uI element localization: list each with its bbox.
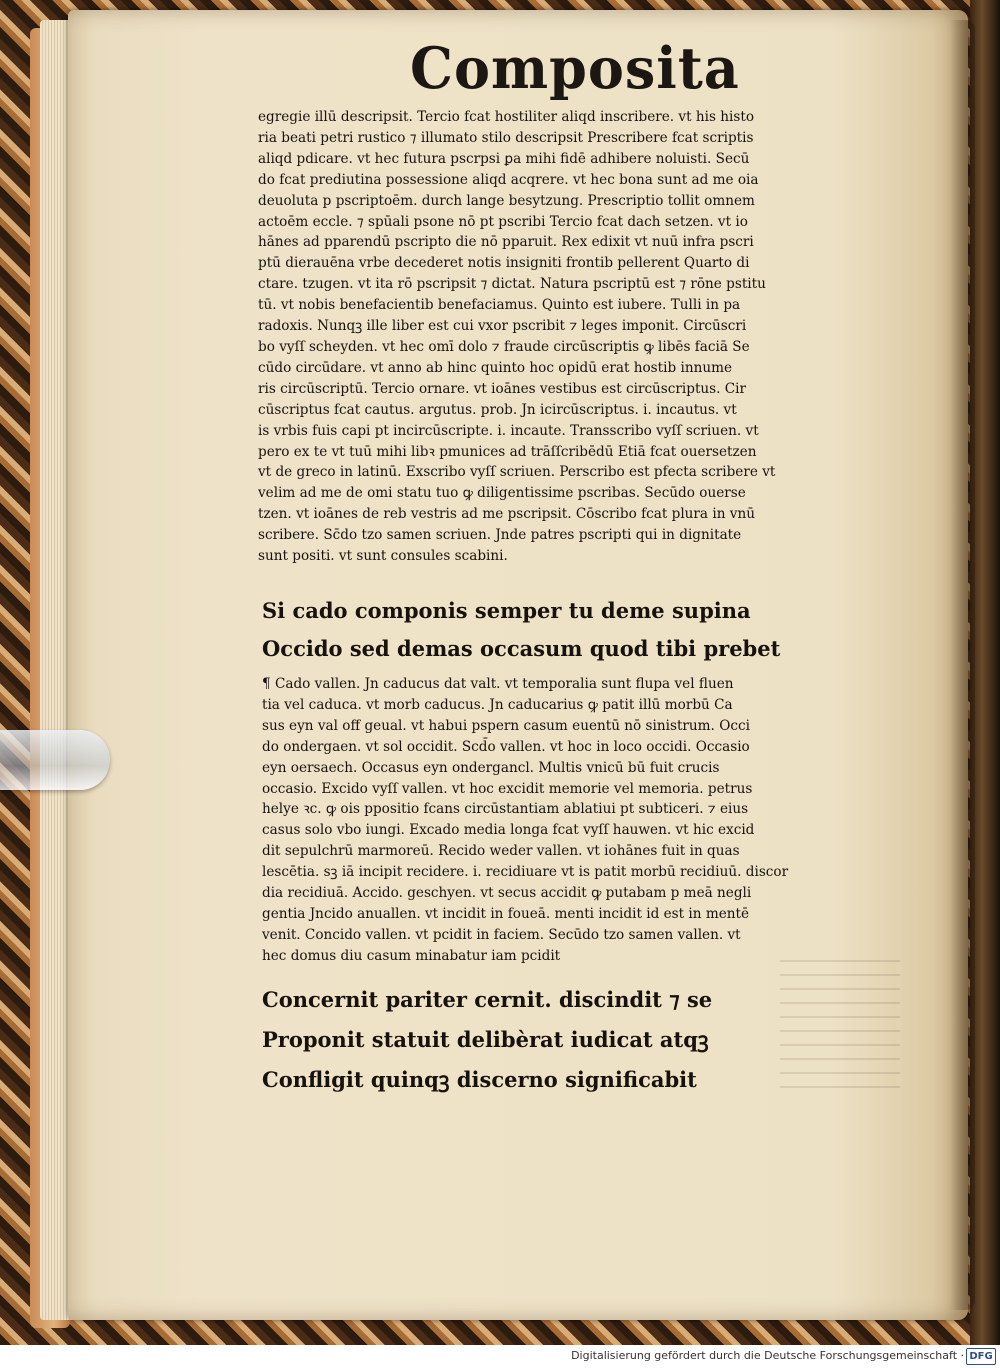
dfg-logo: DFG	[966, 1348, 996, 1365]
paragraph-1	[258, 107, 863, 567]
text-line: deuoluta p pscriptoēm. durch lange besytzung. Prescriptio tollit omnem	[258, 192, 755, 209]
verse-line: Confligit quinqꝫ discerno significabit	[262, 1067, 697, 1092]
text-line: casus solo vbo iungi. Excado media longa fcat vyſſ hauwen. vt hic excid	[262, 822, 755, 839]
text-line: occasio. Excido vyſſ vallen. vt hoc excidit memorie vel memoria. petrus	[262, 780, 753, 797]
text-line: ctare. tzugen. vt ita rō pscripsit ⁊ dictat. Natura pscriptū est ⁊ rōne pstitu	[258, 276, 766, 293]
text-line: scribere. Sc̄do tzo samen scriuen. Jnde patres pscripti qui in dignitate	[258, 527, 742, 544]
text-line: egregie illū descripsit. Tercio fcat hostiliter aliqd inscribere. vt his histo	[258, 109, 755, 125]
footer-credit: Digitalisierung gefördert durch die Deutsche Forschungsgemeinschaft ·	[571, 1349, 964, 1362]
text-line: aliqd pdicare. vt hec futura pscrpsi ꝑa mihi fidē adhibere noluisti. Secū	[258, 150, 750, 167]
text-line: cūscriptus fcat cautus. argutus. prob. Jn icircūscriptus. i. incautus. vt	[258, 401, 737, 418]
text-line: pero ex te vt tuū mihi libꝛ pmunices ad trāſſcribēdū Etiā fcat ouersetzen	[258, 443, 757, 460]
paragraph-2	[262, 674, 882, 967]
text-line: actoēm eccle. ⁊ spūali psone nō pt pscribi Tercio fcat dach setzen. vt io	[258, 213, 748, 230]
text-line: is vrbis fuis capi pt incircūscripte. i. incaute. Transscribo vyſſ scriuen. vt	[258, 422, 759, 439]
text-line: sus eyn val off geual. vt habui pspern casum euentū nō sinistrum. Occi	[262, 717, 750, 734]
text-line: ria beati petri rustico ⁊ illumato stilo descripsit Prescribere fcat scriptis	[258, 129, 754, 146]
page-gutter-shadow	[950, 20, 975, 1310]
text-line: venit. Concido vallen. vt pcidit in faciem. Secūdo tzo samen vallen. vt	[262, 926, 741, 943]
text-line: cūdo circūdare. vt anno ab hinc quinto hoc opidū erat hostib innume	[258, 359, 733, 376]
text-line: ¶ Cado vallen. Jn caducus dat valt. vt temporalia sunt flupa vel fluen	[262, 676, 734, 692]
verse-line: Proponit statuit delibèrat iudicat atqꝫ	[262, 1027, 709, 1052]
verse-1	[262, 592, 902, 668]
text-line: ris circūscriptū. Tercio ornare. vt ioānes vestibus est circūscriptus. Cir	[258, 380, 747, 397]
plastic-page-clip	[0, 730, 110, 790]
text-line: dia recidiuā. Accido. geschyen. vt secus accidit ꝙ putabam p meā negli	[262, 885, 752, 902]
verse-line: Concernit pariter cernit. discindit ⁊ se	[262, 987, 713, 1012]
bleed-through-marks	[780, 960, 900, 1100]
text-line: tia vel caduca. vt morb caducus. Jn caducarius ꝙ patit illū morbū Ca	[262, 696, 733, 713]
text-line: vt de greco in latinū. Exscribo vyſſ scriuen. Perscribo est pfecta scribere vt	[258, 464, 776, 481]
text-line: tzen. vt ioānes de reb vestris ad me pscripsit. Cōscribo fcat plura in vnū	[258, 506, 755, 523]
text-line: eyn oersaech. Occasus eyn ondergancl. Multis vnicū bū fuit crucis	[262, 759, 720, 776]
verse-line: Occido sed demas occasum quod tibi prebet	[262, 636, 781, 661]
text-line: do fcat prediutina possessione aliqd acqrere. vt hec bona sunt ad me oia	[258, 171, 759, 188]
text-line: do ondergaen. vt sol occidit. Scd̄o vallen. vt hoc in loco occidi. Occasio	[262, 738, 750, 755]
text-line: hec domus diu casum minabatur iam pcidit	[262, 947, 561, 964]
text-line: lescētia. sꝫ iā incipit recidere. i. recidiuare vt is patit morbū recidiuū. discor	[262, 864, 789, 881]
text-line: velim ad me de omi statu tuo ꝙ diligentissime pscribas. Secūdo ouerse	[258, 485, 746, 502]
footer-bar	[0, 1345, 1000, 1368]
verse-line: Si cado componis semper tu deme supina	[262, 598, 751, 623]
text-line: sunt positi. vt sunt consules scabini.	[258, 548, 508, 565]
page-header-title: Composita	[410, 34, 740, 102]
text-line: hānes ad pparendū pscripto die nō pparuit. Rex edixit vt nuū infra pscri	[258, 234, 754, 251]
text-line: helye ꝛc. ꝙ ois ppositio fcans circūstantiam ablatiui pt subticeri. ⁊ eius	[262, 801, 749, 818]
text-line: gentia Jncido anuallen. vt incidit in foueā. menti incidit id est in mentē	[262, 905, 750, 922]
text-line: dit sepulchrū marmoreū. Recido weder vallen. vt iohānes fuit in quas	[262, 843, 740, 860]
text-line: radoxis. Nunqꝫ ille liber est cui vxor pscribit ⁊ leges imponit. Circūscri	[258, 318, 747, 335]
text-line: ptū dierauēna vrbe decederet notis insigniti frontib pellerent Quarto di	[258, 255, 750, 272]
text-line: tū. vt nobis benefacientib benefaciamus. Quinto est iubere. Tulli in pa	[258, 297, 741, 314]
text-line: bo vyſſ scheyden. vt hec omī dolo ⁊ fraude circūscriptis ꝙ libēs faciā Se	[258, 338, 750, 355]
